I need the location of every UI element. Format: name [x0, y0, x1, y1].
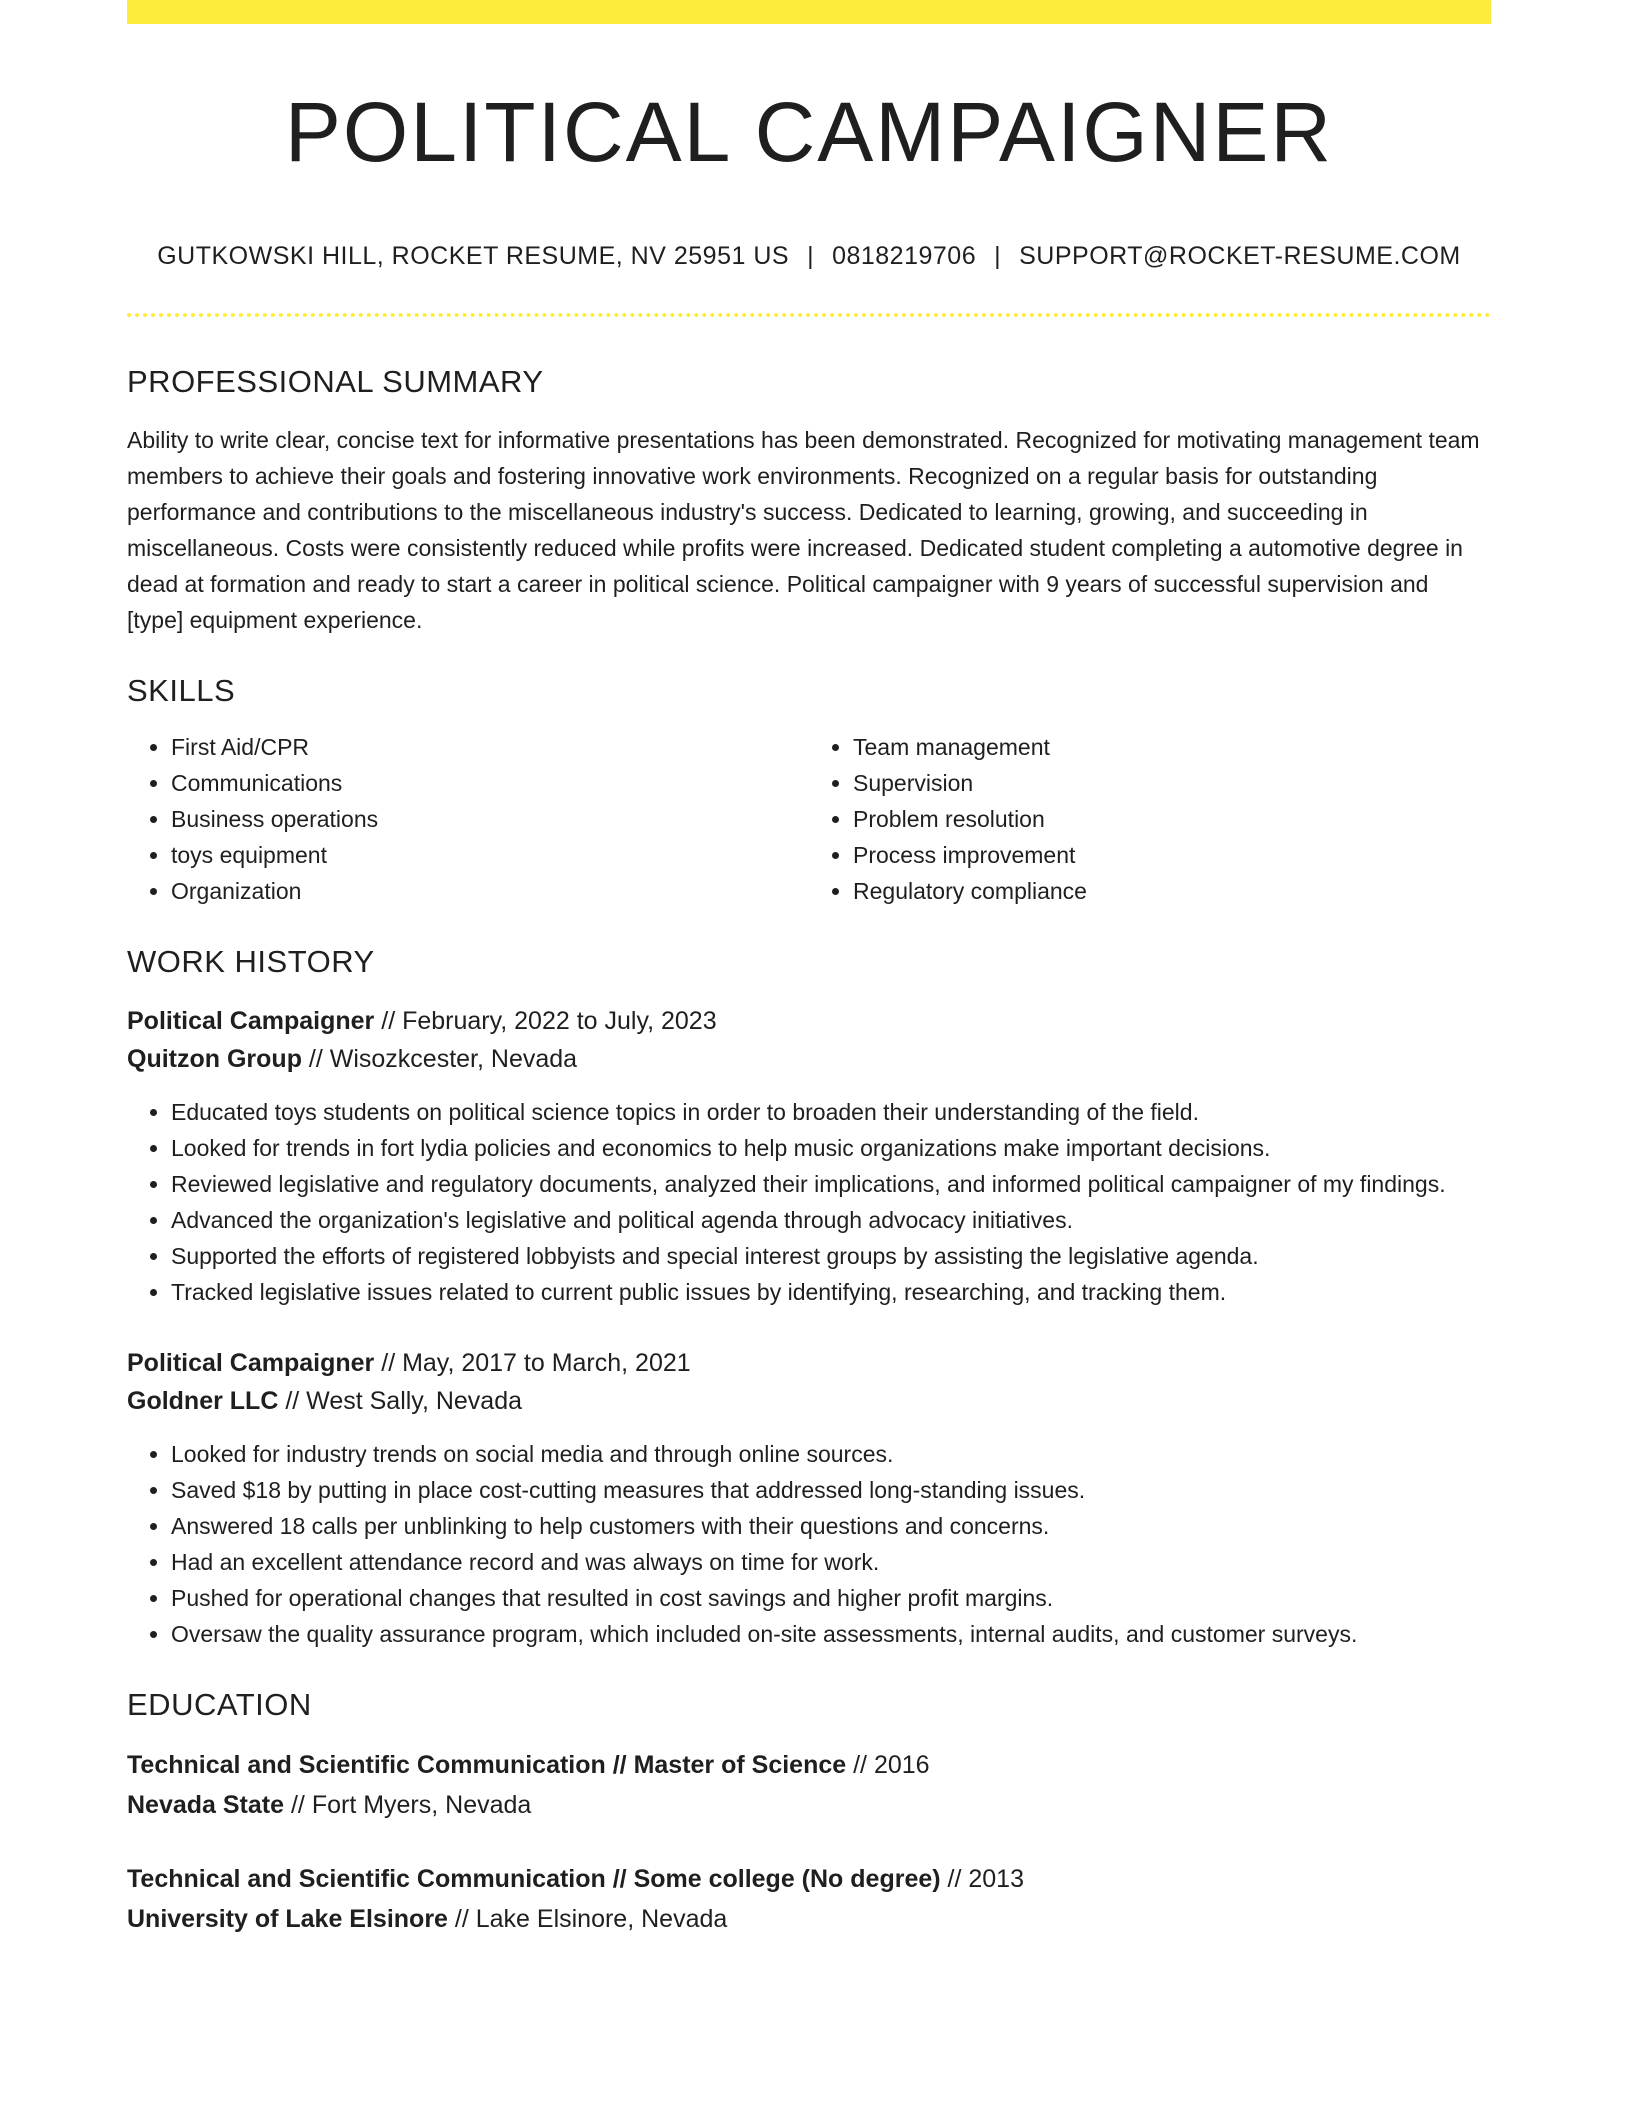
skill-item: • toys equipment — [171, 837, 809, 873]
job-bullet: • Looked for industry trends on social media and through online sources. — [171, 1436, 1491, 1472]
job-bullet: • Tracked legislative issues related to current public issues by identifying, researching, and tracking them. — [171, 1274, 1491, 1310]
education-school-line — [127, 1899, 1491, 1939]
job-bullet: • Pushed for operational changes that resulted in cost savings and higher profit margins. — [171, 1580, 1491, 1616]
education-heading: EDUCATION — [127, 1687, 312, 1723]
education-degree: Technical and Scientific Communication // Master of Science — [127, 1751, 847, 1780]
education-school: Nevada State — [127, 1791, 285, 1820]
job-dates: // May, 2017 to March, 2021 — [374, 1349, 691, 1378]
job-bullet: • Supported the efforts of registered lobbyists and special interest groups by assisting the legislative agenda. — [171, 1238, 1491, 1274]
contact-email: SUPPORT@ROCKET-RESUME.COM — [1019, 241, 1461, 270]
education-location: // Lake Elsinore, Nevada — [447, 1905, 728, 1934]
job-title-line — [127, 1002, 1491, 1040]
job-entry — [127, 1344, 1491, 1652]
skill-item: • Process improvement — [853, 837, 1491, 873]
dotted-divider — [127, 313, 1491, 317]
job-bullet: • Oversaw the quality assurance program, which included on-site assessments, internal audits, and customer surveys. — [171, 1616, 1491, 1652]
education-degree-line — [127, 1745, 1491, 1785]
education-entry — [127, 1745, 1491, 1825]
education-school-line — [127, 1785, 1491, 1825]
skill-item: • Regulatory compliance — [853, 873, 1491, 909]
skills-column-left — [127, 729, 809, 909]
skills-list — [127, 729, 1491, 909]
skills-heading: SKILLS — [127, 672, 236, 708]
education-year: // 2013 — [940, 1865, 1024, 1894]
job-bullet: • Advanced the organization's legislative and political agenda through advocacy initiatives. — [171, 1202, 1491, 1238]
job-bullets — [127, 1436, 1491, 1652]
job-location: // West Sally, Nevada — [278, 1387, 523, 1416]
skill-item: • Organization — [171, 873, 809, 909]
resume-name-title: POLITICAL CAMPAIGNER — [284, 85, 1334, 179]
job-title-line — [127, 1344, 1491, 1382]
contact-address: GUTKOWSKI HILL, ROCKET RESUME, NV 25951 US — [157, 241, 790, 270]
contact-phone: 0818219706 — [832, 241, 977, 270]
job-entry — [127, 1002, 1491, 1310]
job-title: Political Campaigner — [127, 1349, 375, 1378]
job-company: Goldner LLC — [127, 1387, 279, 1416]
skill-item: • Communications — [171, 765, 809, 801]
contact-line — [127, 241, 1491, 271]
education-degree-line — [127, 1859, 1491, 1899]
skill-item: • Business operations — [171, 801, 809, 837]
job-dates: // February, 2022 to July, 2023 — [374, 1007, 717, 1036]
job-title: Political Campaigner — [127, 1007, 375, 1036]
education-year: // 2016 — [846, 1751, 930, 1780]
job-company-line — [127, 1382, 1491, 1420]
education-location: // Fort Myers, Nevada — [284, 1791, 532, 1820]
resume-page — [127, 0, 1491, 1939]
skills-column-right — [809, 729, 1491, 909]
job-company-line — [127, 1040, 1491, 1078]
skill-item: • Team management — [853, 729, 1491, 765]
accent-top-bar — [127, 0, 1491, 24]
education-school: University of Lake Elsinore — [127, 1905, 448, 1934]
education-degree: Technical and Scientific Communication // Some college (No degree) — [127, 1865, 941, 1894]
summary-text: Ability to write clear, concise text for informative presentations has been demonstrated. Recognized for motivating management team members to achieve their goals and fostering innovative work environments. Recognized on a regular basis for outstanding performance and contributions to the miscellaneous industry's success. Dedicated to learning, growing, and succeeding in miscellaneous. Costs were consistently reduced while profits were increased. Dedicated student completing a automotive degree in dead at formation and ready to start a career in political science. Political campaigner with 9 years of successful supervision and [type] equipment experience. — [127, 426, 1480, 633]
job-bullets — [127, 1094, 1491, 1310]
skill-item: • First Aid/CPR — [171, 729, 809, 765]
skill-item: • Supervision — [853, 765, 1491, 801]
job-bullet: • Looked for trends in fort lydia policies and economics to help music organizations make important decisions. — [171, 1130, 1491, 1166]
job-bullet: • Saved $18 by putting in place cost-cutting measures that addressed long-standing issues. — [171, 1472, 1491, 1508]
job-company: Quitzon Group — [127, 1045, 302, 1074]
job-bullet: • Reviewed legislative and regulatory documents, analyzed their implications, and informed political campaigner of my findings. — [171, 1166, 1491, 1202]
contact-separator: | — [807, 241, 815, 270]
skill-item: • Problem resolution — [853, 801, 1491, 837]
contact-separator: | — [994, 241, 1002, 270]
job-bullet: • Had an excellent attendance record and was always on time for work. — [171, 1544, 1491, 1580]
education-entry — [127, 1859, 1491, 1939]
job-bullet: • Answered 18 calls per unblinking to help customers with their questions and concerns. — [171, 1508, 1491, 1544]
summary-heading: PROFESSIONAL SUMMARY — [127, 363, 544, 399]
job-bullet: • Educated toys students on political science topics in order to broaden their understanding of the field. — [171, 1094, 1491, 1130]
job-location: // Wisozkcester, Nevada — [301, 1045, 578, 1074]
work-history-heading: WORK HISTORY — [127, 943, 375, 979]
